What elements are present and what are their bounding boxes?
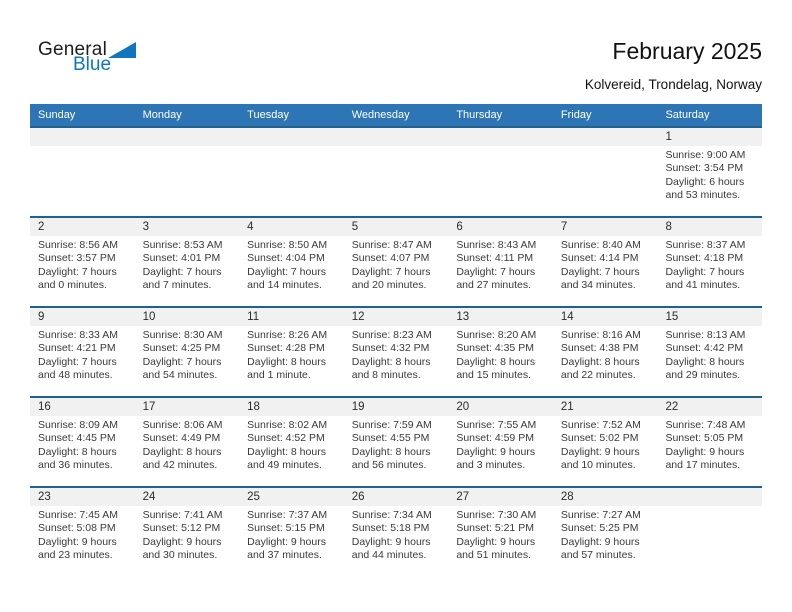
daylight-minutes-text: and 29 minutes. (665, 369, 741, 382)
day-number: 3 (135, 218, 240, 236)
day-number: 26 (344, 488, 449, 506)
weeks-container (30, 126, 762, 576)
daylight-hours-text: Daylight: 7 hours (560, 265, 640, 278)
day-number: 24 (135, 488, 240, 506)
day-number: 19 (344, 398, 449, 416)
daylight-hours-text: Daylight: 7 hours (456, 265, 536, 278)
day-number: 4 (239, 218, 344, 236)
calendar-day-cell (553, 218, 658, 306)
sunrise-text: Sunrise: 9:00 AM (665, 149, 746, 161)
sunrise-text: Sunrise: 7:55 AM (456, 419, 537, 431)
daylight-minutes-text: and 20 minutes. (351, 279, 427, 292)
sunset-text: Sunset: 4:18 PM (665, 252, 744, 265)
calendar-day-cell (30, 488, 135, 576)
daylight-minutes-text: and 23 minutes. (38, 549, 113, 562)
calendar-day-cell (344, 398, 449, 486)
daylight-hours-text: Daylight: 8 hours (351, 355, 431, 368)
daylight-minutes-text: and 41 minutes. (665, 279, 741, 292)
sunset-text: Sunset: 5:15 PM (247, 522, 325, 535)
sunrise-text: Sunrise: 7:48 AM (665, 419, 746, 431)
daylight-minutes-text: and 30 minutes. (142, 549, 218, 562)
month-title: February 2025 (612, 38, 762, 64)
daylight-minutes-text: and 1 minute. (247, 369, 311, 382)
calendar-day-cell (30, 308, 135, 396)
day-number (553, 128, 658, 146)
daylight-hours-text: Daylight: 8 hours (38, 445, 117, 458)
location-subtitle: Kolvereid, Trondelag, Norway (584, 77, 762, 92)
sunset-text: Sunset: 4:01 PM (142, 252, 221, 265)
calendar-empty-cell (135, 128, 240, 216)
day-details (30, 506, 135, 563)
day-details (657, 236, 762, 293)
sunrise-text: Sunrise: 8:26 AM (247, 329, 328, 341)
sunset-text: Sunset: 4:04 PM (247, 252, 325, 265)
day-number: 14 (553, 308, 658, 326)
day-number: 20 (448, 398, 553, 416)
sunrise-text: Sunrise: 8:13 AM (665, 329, 746, 341)
calendar-empty-cell (344, 128, 449, 216)
calendar-week-row (30, 486, 762, 576)
day-details (553, 416, 658, 473)
sunrise-text: Sunrise: 7:59 AM (351, 419, 432, 431)
day-details (239, 236, 344, 293)
calendar-day-cell (553, 398, 658, 486)
calendar-day-cell (239, 398, 344, 486)
day-details (448, 416, 553, 473)
calendar-day-cell (30, 218, 135, 306)
daylight-hours-text: Daylight: 8 hours (247, 445, 326, 458)
day-details (30, 416, 135, 473)
sunrise-text: Sunrise: 7:30 AM (456, 509, 537, 521)
sunset-text: Sunset: 5:02 PM (560, 432, 639, 445)
daylight-hours-text: Daylight: 9 hours (351, 535, 431, 548)
sunset-text: Sunset: 5:21 PM (456, 522, 534, 535)
sunset-text: Sunset: 4:49 PM (142, 432, 221, 445)
sunset-text: Sunset: 4:07 PM (351, 252, 430, 265)
daylight-hours-text: Daylight: 8 hours (247, 355, 326, 368)
daylight-hours-text: Daylight: 8 hours (665, 355, 745, 368)
day-number: 7 (553, 218, 658, 236)
sunset-text: Sunset: 4:11 PM (456, 252, 534, 265)
day-details (30, 326, 135, 383)
day-details (135, 416, 240, 473)
calendar-day-cell (344, 488, 449, 576)
calendar-day-cell (135, 398, 240, 486)
day-details (553, 506, 658, 563)
day-number: 28 (553, 488, 658, 506)
sunset-text: Sunset: 4:38 PM (560, 342, 639, 355)
calendar-day-cell (448, 398, 553, 486)
daylight-hours-text: Daylight: 8 hours (351, 445, 431, 458)
daylight-minutes-text: and 22 minutes. (560, 369, 636, 382)
brand-logo (38, 40, 136, 74)
calendar-day-cell (657, 128, 762, 216)
day-number: 9 (30, 308, 135, 326)
sunset-text: Sunset: 4:21 PM (38, 342, 116, 355)
day-number: 6 (448, 218, 553, 236)
sunset-text: Sunset: 4:14 PM (560, 252, 639, 265)
sunrise-text: Sunrise: 8:53 AM (142, 239, 223, 251)
daylight-minutes-text: and 37 minutes. (247, 549, 322, 562)
day-details (135, 326, 240, 383)
sunrise-text: Sunrise: 7:41 AM (142, 509, 223, 521)
daylight-hours-text: Daylight: 8 hours (456, 355, 536, 368)
calendar-empty-cell (553, 128, 658, 216)
sunset-text: Sunset: 4:35 PM (456, 342, 534, 355)
sunrise-text: Sunrise: 8:56 AM (38, 239, 118, 251)
sunset-text: Sunset: 5:18 PM (351, 522, 430, 535)
day-number: 25 (239, 488, 344, 506)
day-details (657, 146, 762, 203)
day-details (448, 236, 553, 293)
daylight-hours-text: Daylight: 9 hours (665, 445, 745, 458)
calendar-empty-cell (657, 488, 762, 576)
daylight-hours-text: Daylight: 7 hours (142, 265, 222, 278)
day-details (30, 236, 135, 293)
sunrise-text: Sunrise: 8:33 AM (38, 329, 118, 341)
day-number: 12 (344, 308, 449, 326)
day-number: 5 (344, 218, 449, 236)
daylight-hours-text: Daylight: 7 hours (38, 355, 117, 368)
daylight-minutes-text: and 3 minutes. (456, 459, 526, 472)
calendar-day-cell (239, 488, 344, 576)
weekday-header-row (30, 104, 762, 126)
day-number: 15 (657, 308, 762, 326)
weekday-header-monday: Monday (142, 109, 182, 121)
daylight-minutes-text: and 27 minutes. (456, 279, 532, 292)
sunrise-text: Sunrise: 8:40 AM (560, 239, 641, 251)
day-number: 2 (30, 218, 135, 236)
sunrise-text: Sunrise: 8:06 AM (142, 419, 223, 431)
sunset-text: Sunset: 5:08 PM (38, 522, 116, 535)
weekday-header-sunday: Sunday (38, 109, 76, 121)
sunset-text: Sunset: 5:05 PM (665, 432, 744, 445)
sunrise-text: Sunrise: 7:45 AM (38, 509, 118, 521)
daylight-minutes-text: and 36 minutes. (38, 459, 113, 472)
daylight-hours-text: Daylight: 9 hours (38, 535, 117, 548)
sunrise-text: Sunrise: 8:47 AM (351, 239, 432, 251)
sunrise-text: Sunrise: 7:27 AM (560, 509, 641, 521)
day-details (344, 326, 449, 383)
daylight-minutes-text: and 56 minutes. (351, 459, 427, 472)
weekday-header-tuesday: Tuesday (247, 109, 289, 121)
sunrise-text: Sunrise: 8:43 AM (456, 239, 537, 251)
weekday-header-wednesday: Wednesday (351, 109, 410, 121)
sunrise-text: Sunrise: 8:09 AM (38, 419, 118, 431)
sunset-text: Sunset: 4:55 PM (351, 432, 430, 445)
day-details (448, 326, 553, 383)
daylight-minutes-text: and 57 minutes. (560, 549, 636, 562)
calendar-day-cell (448, 488, 553, 576)
day-details (135, 236, 240, 293)
sunrise-text: Sunrise: 8:37 AM (665, 239, 746, 251)
calendar-day-cell (135, 308, 240, 396)
day-number (239, 128, 344, 146)
sunrise-text: Sunrise: 8:20 AM (456, 329, 537, 341)
daylight-hours-text: Daylight: 7 hours (351, 265, 431, 278)
day-number (30, 128, 135, 146)
daylight-minutes-text: and 34 minutes. (560, 279, 636, 292)
sunrise-text: Sunrise: 8:23 AM (351, 329, 432, 341)
daylight-hours-text: Daylight: 9 hours (560, 445, 640, 458)
day-number: 11 (239, 308, 344, 326)
calendar-day-cell (657, 398, 762, 486)
daylight-minutes-text: and 8 minutes. (351, 369, 421, 382)
daylight-hours-text: Daylight: 7 hours (665, 265, 745, 278)
sunrise-text: Sunrise: 7:52 AM (560, 419, 641, 431)
calendar-day-cell (135, 218, 240, 306)
calendar-empty-cell (30, 128, 135, 216)
day-details (448, 506, 553, 563)
day-number (344, 128, 449, 146)
daylight-hours-text: Daylight: 8 hours (560, 355, 640, 368)
sunrise-text: Sunrise: 8:50 AM (247, 239, 328, 251)
calendar-week-row (30, 306, 762, 396)
calendar-empty-cell (239, 128, 344, 216)
daylight-hours-text: Daylight: 7 hours (142, 355, 222, 368)
calendar-week-row (30, 126, 762, 216)
daylight-minutes-text: and 17 minutes. (665, 459, 741, 472)
sunset-text: Sunset: 4:25 PM (142, 342, 221, 355)
calendar-day-cell (30, 398, 135, 486)
logo-text-blue: Blue (73, 54, 112, 75)
calendar-day-cell (448, 308, 553, 396)
calendar-day-cell (239, 218, 344, 306)
day-number: 1 (657, 128, 762, 146)
sunrise-text: Sunrise: 8:30 AM (142, 329, 223, 341)
weekday-header-saturday: Saturday (665, 109, 710, 121)
sunrise-text: Sunrise: 7:34 AM (351, 509, 432, 521)
day-number: 16 (30, 398, 135, 416)
sunset-text: Sunset: 3:57 PM (38, 252, 116, 265)
daylight-minutes-text: and 7 minutes. (142, 279, 212, 292)
day-details (344, 416, 449, 473)
calendar-week-row (30, 396, 762, 486)
calendar-day-cell (239, 308, 344, 396)
calendar-week-row (30, 216, 762, 306)
daylight-minutes-text: and 48 minutes. (38, 369, 113, 382)
weekday-header-thursday: Thursday (456, 109, 503, 121)
day-details (553, 236, 658, 293)
day-details (657, 326, 762, 383)
calendar-day-cell (657, 308, 762, 396)
sunset-text: Sunset: 4:32 PM (351, 342, 430, 355)
day-number: 22 (657, 398, 762, 416)
sunrise-text: Sunrise: 8:16 AM (560, 329, 641, 341)
daylight-hours-text: Daylight: 9 hours (456, 445, 536, 458)
day-number: 27 (448, 488, 553, 506)
calendar-day-cell (553, 308, 658, 396)
daylight-hours-text: Daylight: 9 hours (142, 535, 222, 548)
daylight-hours-text: Daylight: 9 hours (456, 535, 536, 548)
day-details (553, 326, 658, 383)
day-details (344, 236, 449, 293)
daylight-minutes-text: and 51 minutes. (456, 549, 532, 562)
day-number (448, 128, 553, 146)
sunset-text: Sunset: 4:28 PM (247, 342, 325, 355)
day-number (135, 128, 240, 146)
calendar-day-cell (553, 488, 658, 576)
calendar-day-cell (344, 308, 449, 396)
day-number: 23 (30, 488, 135, 506)
daylight-minutes-text: and 44 minutes. (351, 549, 427, 562)
day-details (135, 506, 240, 563)
daylight-hours-text: Daylight: 7 hours (38, 265, 117, 278)
sunset-text: Sunset: 4:59 PM (456, 432, 534, 445)
daylight-hours-text: Daylight: 6 hours (665, 175, 745, 188)
day-details (239, 416, 344, 473)
daylight-hours-text: Daylight: 9 hours (560, 535, 640, 548)
sunrise-text: Sunrise: 7:37 AM (247, 509, 328, 521)
calendar-grid (30, 104, 762, 576)
day-details (239, 506, 344, 563)
day-number (657, 488, 762, 506)
daylight-hours-text: Daylight: 9 hours (247, 535, 326, 548)
day-number: 13 (448, 308, 553, 326)
day-details (239, 326, 344, 383)
daylight-minutes-text: and 15 minutes. (456, 369, 532, 382)
daylight-minutes-text: and 49 minutes. (247, 459, 322, 472)
calendar-day-cell (344, 218, 449, 306)
day-details (344, 506, 449, 563)
calendar-day-cell (135, 488, 240, 576)
day-number: 21 (553, 398, 658, 416)
logo-text-general: General (38, 39, 107, 60)
daylight-minutes-text: and 54 minutes. (142, 369, 218, 382)
daylight-minutes-text: and 53 minutes. (665, 189, 741, 202)
calendar-empty-cell (448, 128, 553, 216)
day-number: 8 (657, 218, 762, 236)
day-number: 10 (135, 308, 240, 326)
sunset-text: Sunset: 5:25 PM (560, 522, 639, 535)
sunset-text: Sunset: 4:42 PM (665, 342, 744, 355)
daylight-hours-text: Daylight: 8 hours (142, 445, 222, 458)
calendar-day-cell (657, 218, 762, 306)
daylight-minutes-text: and 14 minutes. (247, 279, 322, 292)
daylight-hours-text: Daylight: 7 hours (247, 265, 326, 278)
day-number: 18 (239, 398, 344, 416)
daylight-minutes-text: and 0 minutes. (38, 279, 107, 292)
daylight-minutes-text: and 10 minutes. (560, 459, 636, 472)
day-details (657, 416, 762, 473)
calendar-day-cell (448, 218, 553, 306)
daylight-minutes-text: and 42 minutes. (142, 459, 218, 472)
sunset-text: Sunset: 4:45 PM (38, 432, 116, 445)
sunset-text: Sunset: 5:12 PM (142, 522, 221, 535)
weekday-header-friday: Friday (560, 109, 592, 121)
sunrise-text: Sunrise: 8:02 AM (247, 419, 328, 431)
sunset-text: Sunset: 4:52 PM (247, 432, 325, 445)
sunset-text: Sunset: 3:54 PM (665, 162, 744, 175)
day-number: 17 (135, 398, 240, 416)
